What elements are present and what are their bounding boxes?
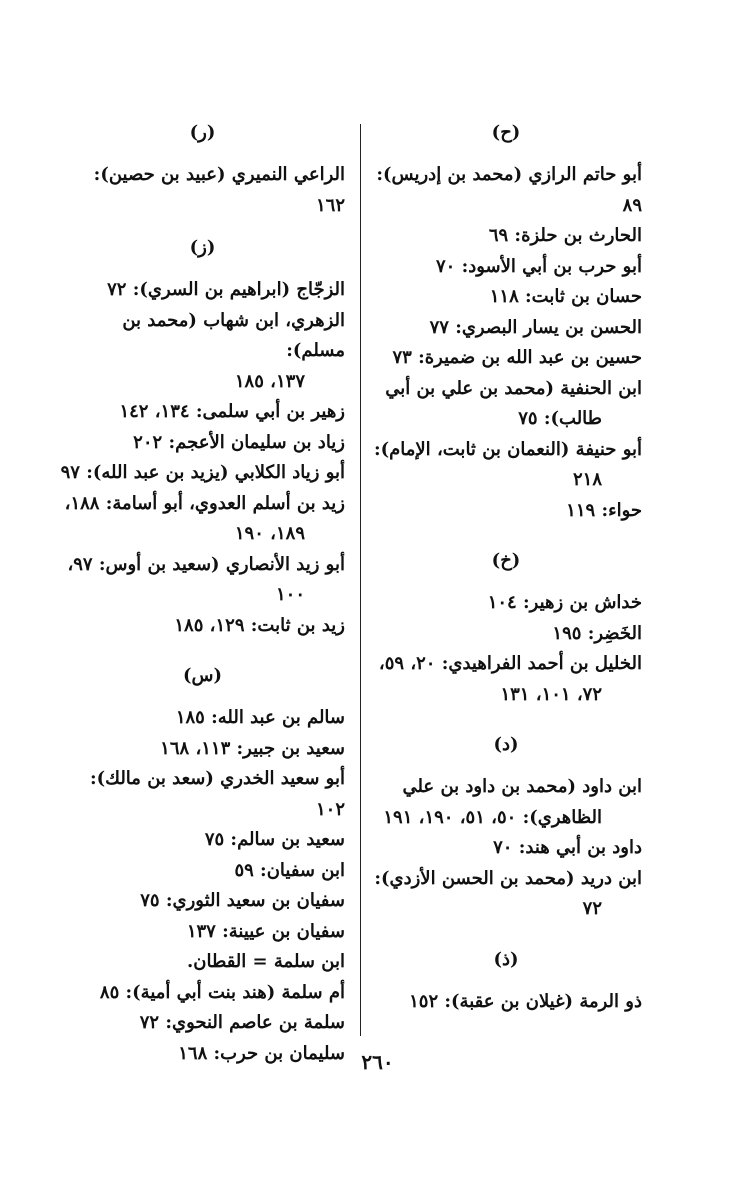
index-entry: زيد بن ثابت: ١٢٩، ١٨٥: [174, 614, 345, 636]
index-entry: الحارث بن حلزة: ٦٩: [488, 225, 642, 246]
index-entry: أم سلمة (هند بنت أبي أمية): ٨٥: [99, 981, 345, 1003]
index-entry: سليمان بن حرب: ١٦٨: [178, 1042, 345, 1064]
index-entry: سلمة بن عاصم النحوي: ٧٢: [139, 1012, 345, 1033]
index-entry: سعيد بن سالم: ٧٥: [204, 829, 345, 850]
index-entry: أبو حاتم الرازي (محمد بن إدريس): ٨٩: [376, 164, 642, 216]
index-entry: الزهري، ابن شهاب (محمد بن مسلم):: [122, 309, 345, 361]
index-entry-continuation: طالب): ٧٥: [518, 408, 602, 429]
index-entry-continuation: ٧٢، ١٠١، ١٣١: [500, 683, 602, 705]
section-heading-ha: (ح): [491, 122, 521, 143]
right-column: [370, 118, 642, 1017]
index-entry-continuation: ٢١٨: [572, 469, 602, 490]
index-entry-continuation: ٧٢: [582, 898, 602, 919]
index-entry: ذو الرمة (غيلان بن عقبة): ١٥٢: [409, 990, 642, 1012]
index-entry: سفيان بن عيينة: ١٣٧: [186, 920, 345, 942]
index-entry: أبو سعيد الخدري (سعد بن مالك): ١٠٢: [89, 768, 345, 820]
index-entry: أبو حرب بن أبي الأسود: ٧٠: [435, 255, 642, 277]
index-entry: زهير بن أبي سلمى: ١٣٤، ١٤٢: [119, 401, 345, 422]
index-entry: حسين بن عبد الله بن ضميرة: ٧٣: [392, 347, 642, 368]
index-entry: زياد بن سليمان الأعجم: ٢٠٢: [133, 431, 345, 453]
index-entry: ابن دريد (محمد بن الحسن الأزدي):: [374, 867, 642, 889]
index-entry: الراعي النميري (عبيد بن حصين): ١٦٢: [93, 164, 345, 216]
index-entry-continuation: ١٣٧، ١٨٥: [234, 370, 305, 392]
index-entry: ابن سلمة = القطان.: [186, 951, 345, 972]
index-entry: حواء: ١١٩: [566, 499, 642, 521]
index-entry: ابن داود (محمد بن داود بن علي: [402, 776, 642, 797]
index-entry-continuation: ١٠٠: [275, 584, 305, 605]
section-heading-dal: (د): [493, 734, 519, 755]
index-entry: أبو زياد الكلابي (يزيد بن عبد الله): ٩٧: [60, 462, 345, 483]
section-heading-zay: (ز): [189, 237, 216, 258]
index-entry: الحسن بن يسار البصري: ٧٧: [429, 316, 642, 338]
index-entry: أبو حنيفة (النعمان بن ثابت، الإمام):: [373, 438, 642, 460]
column-divider: [360, 124, 361, 1036]
index-entry: الخليل بن أحمد الفراهيدي: ٢٠، ٥٩،: [378, 653, 642, 674]
section-heading-kha: (خ): [491, 550, 521, 571]
index-entry: سعيد بن جبير: ١١٣، ١٦٨: [160, 737, 345, 759]
page-number: ٢٦٠: [361, 1050, 394, 1074]
section-heading-dhal: (ذ): [493, 948, 519, 970]
index-entry: سفيان بن سعيد الثوري: ٧٥: [140, 890, 345, 911]
section-heading-ra: (ر): [189, 122, 216, 143]
index-entry: أبو زيد الأنصاري (سعيد بن أوس: ٩٧،: [67, 553, 345, 575]
index-entry-continuation: ١٨٩، ١٩٠: [234, 523, 305, 544]
index-entry: سالم بن عبد الله: ١٨٥: [175, 707, 345, 728]
left-column: [60, 118, 345, 1069]
index-entry: حسان بن ثابت: ١١٨: [489, 286, 642, 307]
index-entry-continuation: الظاهري): ٥٠، ٥١، ١٩٠، ١٩١: [383, 806, 602, 828]
section-heading-sin: (س): [182, 665, 222, 686]
index-entry: الخَضِر: ١٩٥: [552, 622, 642, 644]
index-entry: زيد بن أسلم العدوي، أبو أسامة: ١٨٨،: [64, 492, 345, 514]
index-entry: ابن سفيان: ٥٩: [234, 859, 345, 881]
index-entry: ابن الحنفية (محمد بن علي بن أبي: [385, 377, 642, 399]
index-entry: داود بن أبي هند: ٧٠: [493, 837, 642, 858]
index-entry: خداش بن زهير: ١٠٤: [487, 592, 642, 613]
index-entry: الزجّاج (ابراهيم بن السري): ٧٢: [107, 279, 345, 300]
